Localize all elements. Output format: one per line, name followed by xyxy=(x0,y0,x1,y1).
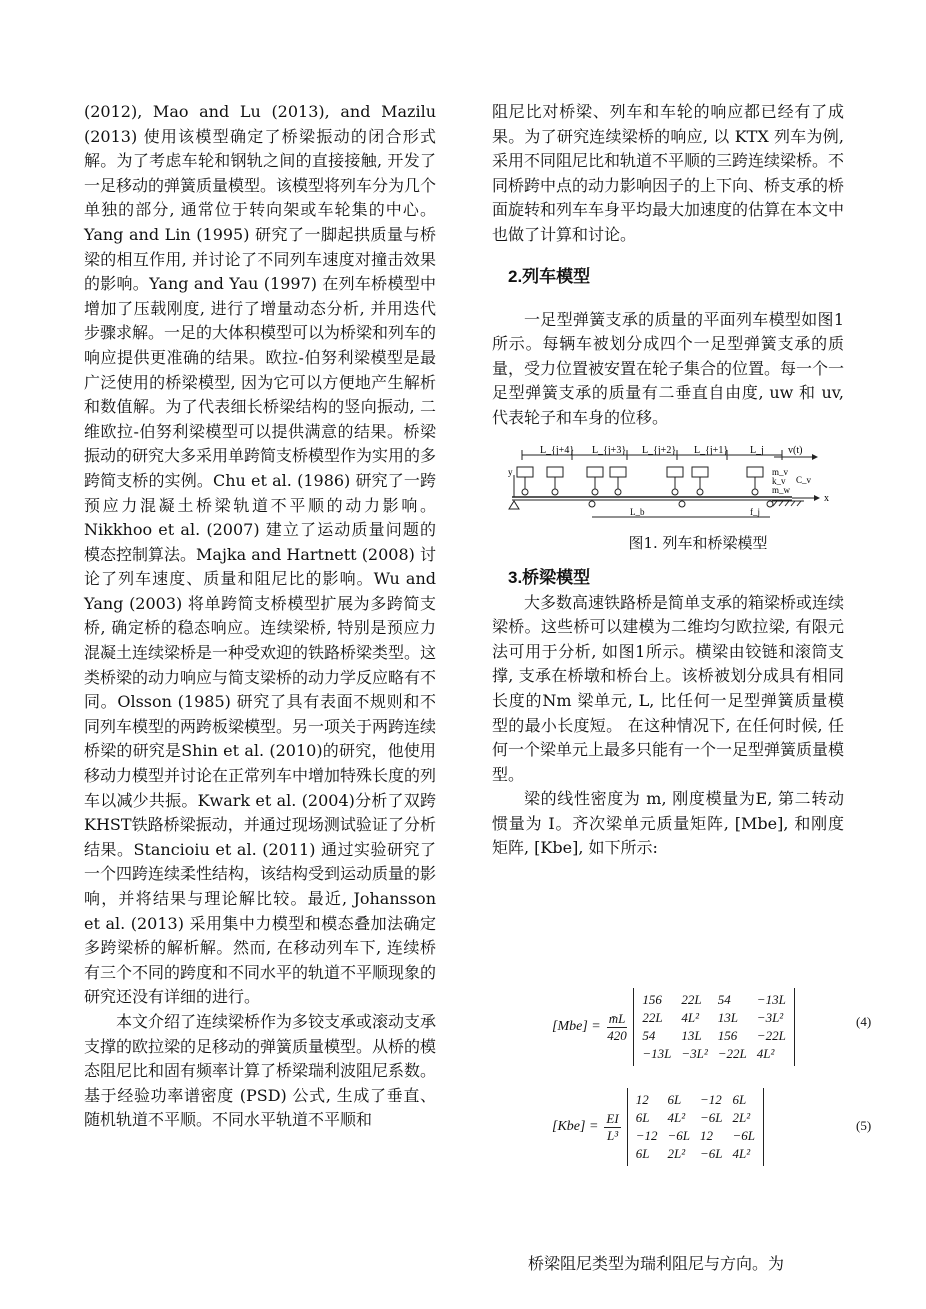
matrix-cell: −6L xyxy=(667,1128,690,1143)
eq4-number: (4) xyxy=(856,1014,872,1029)
matrix-cell: −13L xyxy=(642,1046,672,1061)
section-3-paragraph-2: 梁的线性密度为 m, 刚度模量为E, 第二转动惯量为 I。齐次梁单元质量矩阵, [Mbe], 和刚度矩阵, [Kbe], 如下所示: xyxy=(492,789,844,858)
matrix-cell: −22L xyxy=(717,1046,747,1061)
matrix-cell: 156 xyxy=(642,992,662,1007)
matrix-cell: 6L xyxy=(732,1092,747,1107)
eq4-coef-num: m̄L xyxy=(608,1010,626,1026)
eq5-coef-num: EI xyxy=(606,1110,619,1126)
section-2-heading: 2.列车模型 xyxy=(508,266,591,286)
mw-label: m_w xyxy=(772,484,790,495)
matrix-cell: 54 xyxy=(717,992,731,1007)
fj-label: f_j xyxy=(750,506,760,517)
matrix-cell: 12 xyxy=(699,1128,713,1143)
eq5-number: (5) xyxy=(856,1118,872,1133)
span-label: L_{j+2} xyxy=(642,444,677,456)
span-label: L_{j+1} xyxy=(694,444,729,456)
equation-5 xyxy=(552,1080,882,1180)
section-3-paragraph-1: 大多数高速铁路桥是简单支承的箱梁桥或连续梁桥。这些桥可以建模为二维均匀欧拉梁, 有限元法可用于分析, 如图1所示。横梁由铰链和滚筒支撑, 支承在桥墩和桥台上。该桥被划分成具有相同长度的Nm 梁单元, L, 比任何一足型弹簧质量模型的最小长度短。 在这种情况下, 在任何时候, 任何一个梁单元上最多只能有一个一足型弹簧质量模型。 xyxy=(492,592,845,784)
matrix-cell: 4L² xyxy=(667,1110,686,1125)
matrix-cell: −6L xyxy=(699,1110,723,1125)
matrix-cell: 6L xyxy=(635,1146,650,1161)
section-2-paragraph: 一足型弹簧支承的质量的平面列车模型如图1所示。每辆车被划分成四个一足型弹簧支承的质量，受力位置被安置在轮子集合的位置。每一个一足型弹簧支承的质量有二垂直自由度, uw 和 uv, 代表轮子和车身的位移。 xyxy=(492,309,845,427)
eq5-coef-den: L³ xyxy=(606,1127,619,1143)
velocity-label: v(t) xyxy=(788,444,803,456)
matrix-cell: 156 xyxy=(717,1028,738,1043)
cv-label: C_v xyxy=(796,474,812,485)
span-label: L_{j+3} xyxy=(592,444,627,456)
mv-label: m_v xyxy=(772,466,789,477)
matrix-cell: 6L xyxy=(667,1092,682,1107)
equation-4 xyxy=(552,970,882,1070)
matrix-cell: −3L² xyxy=(756,1010,784,1025)
matrix-cell: 13L xyxy=(681,1028,702,1043)
axis-y-label: y xyxy=(508,466,513,477)
matrix-cell: 2L² xyxy=(667,1146,686,1161)
matrix-cell: 22L xyxy=(642,1010,663,1025)
figure-1 xyxy=(492,445,844,565)
eq5-coefficient xyxy=(604,1111,620,1144)
left-column xyxy=(84,100,436,1133)
eq4-coefficient xyxy=(607,1011,628,1044)
matrix-cell: 4L² xyxy=(756,1046,775,1061)
matrix-cell: 12 xyxy=(635,1092,649,1107)
eq5-matrix xyxy=(627,1088,764,1166)
matrix-cell: −6L xyxy=(699,1146,723,1161)
left-paragraph-1: (2012), Mao and Lu (2013), and Mazilu (2013) 使用该模型确定了桥梁振动的闭合形式解。为了考虑车轮和钢轨之间的直接接触, 开发了一足移动的弹簧质量模型。该模型将列车分为几个单独的部分, 通常位于转向架或车轮集的中心。Yang and Lin (1995) 研究了一脚起拱质量与桥梁的相互作用, 并讨论了不同列车速度对撞击效果的影响。Yang and Yau (1997) 在列车桥模型中增加了压载刚度, 进行了增量动态分析, 并用迭代步骤求解。一足的大体积模型可以为桥梁和列车的响应提供更准确的结果。欧拉-伯努利梁模型是最广泛使用的桥梁模型, 因为它可以方便地产生解析和数值解。为了代表细长桥梁结构的竖向振动, 二维欧拉-伯努利梁模型可以提供满意的结果。桥梁振动的研究大多采用单跨简支桥模型作为实用的多跨简支桥的实例。Chu et al. (1986) 研究了一跨预应力混凝土桥梁轨道不平顺的动力影响。Nikkhoo et al. (2007) 建立了运动质量问题的模态控制算法。Majka and Hartnett (2008) 讨论了列车速度、质量和阻尼比的影响。Wu and Yang (2003) 将单跨简支桥模型扩展为多跨简支桥, 确定桥的稳态响应。连续梁桥, 特别是预应力混凝土连续梁桥是一种受欢迎的铁路桥梁类型。这类桥梁的动力响应与简支梁桥的动力学反应略有不同。Olsson (1985) 研究了具有表面不规则和不同列车模型的两跨板梁模型。另一项关于两跨连续桥梁的研究是Shin et al. (2010)的研究，他使用移动力模型并讨论在正常列车中增加特殊长度的列车以减少共振。Kwark et al. (2004)分析了双跨KHST铁路桥梁振动，并通过现场测试验证了分析结果。Stancioiu et al. (2011) 通过实验研究了一个四跨连续柔性结构，该结构受到运动质量的影响，并将结果与理论解比较。最近, Johansson et al. (2013) 采用集中力模型和模态叠加法确定多跨梁桥的解析解。然而, 在移动列车下, 连续桥有三个不同的跨度和不同水平的轨道不平顺现象的研究还没有详细的进行。 xyxy=(84,102,437,1007)
matrix-cell: 4L² xyxy=(681,1010,700,1025)
right-last-line: 桥梁阻尼类型为瑞利阻尼与方向。为 xyxy=(528,1254,785,1273)
matrix-cell: 54 xyxy=(642,1028,656,1043)
matrix-cell: −6L xyxy=(732,1128,756,1143)
lb-label: L_b xyxy=(630,506,645,517)
right-column xyxy=(492,100,844,861)
matrix-cell: −12 xyxy=(699,1092,722,1107)
matrix-cell: 4L² xyxy=(732,1146,751,1161)
matrix-cell: 22L xyxy=(681,992,702,1007)
matrix-cell: −22L xyxy=(756,1028,786,1043)
matrix-cell: −12 xyxy=(635,1128,658,1143)
section-3-heading: 3.桥梁模型 xyxy=(508,567,591,587)
span-label: L_{j+4} xyxy=(540,444,575,456)
matrix-cell: 6L xyxy=(635,1110,650,1125)
matrix-cell: −3L² xyxy=(681,1046,708,1061)
axis-x-label: x xyxy=(824,492,829,504)
eq4-lhs: [Mbe] = xyxy=(552,1019,601,1034)
right-paragraph-1: 阻尼比对桥梁、列车和车轮的响应都已经有了成果。为了研究连续梁桥的响应, 以 KTX 列车为例, 采用不同阻尼比和轨道不平顺的三跨连续梁桥。不同桥跨中点的动力影响因子的上下向、桥支承的桥面旋转和列车车身平均最大加速度的估算在本文中也做了计算和讨论。 xyxy=(492,102,845,244)
span-label: L_j xyxy=(750,444,764,456)
eq5-lhs: [Kbe] = xyxy=(552,1119,599,1134)
matrix-cell: 2L² xyxy=(732,1110,751,1125)
matrix-cell: −13L xyxy=(756,992,786,1007)
eq4-matrix xyxy=(633,988,794,1066)
left-paragraph-2: 本文介绍了连续梁桥作为多铰支承或滚动支承支撑的欧拉梁的足移动的弹簧质量模型。从桥的模态阻尼比和固有频率计算了桥梁瑞利波阻尼系数。基于经验功率谱密度 (PSD) 公式, 生成了垂直、随机轨道不平顺。不同水平轨道不平顺和 xyxy=(84,1011,437,1130)
matrix-cell: 13L xyxy=(717,1010,739,1025)
eq4-coef-den: 420 xyxy=(607,1027,627,1043)
kv-label: k_v xyxy=(772,475,786,486)
figure-caption: 图1. 列车和桥梁模型 xyxy=(628,533,768,552)
